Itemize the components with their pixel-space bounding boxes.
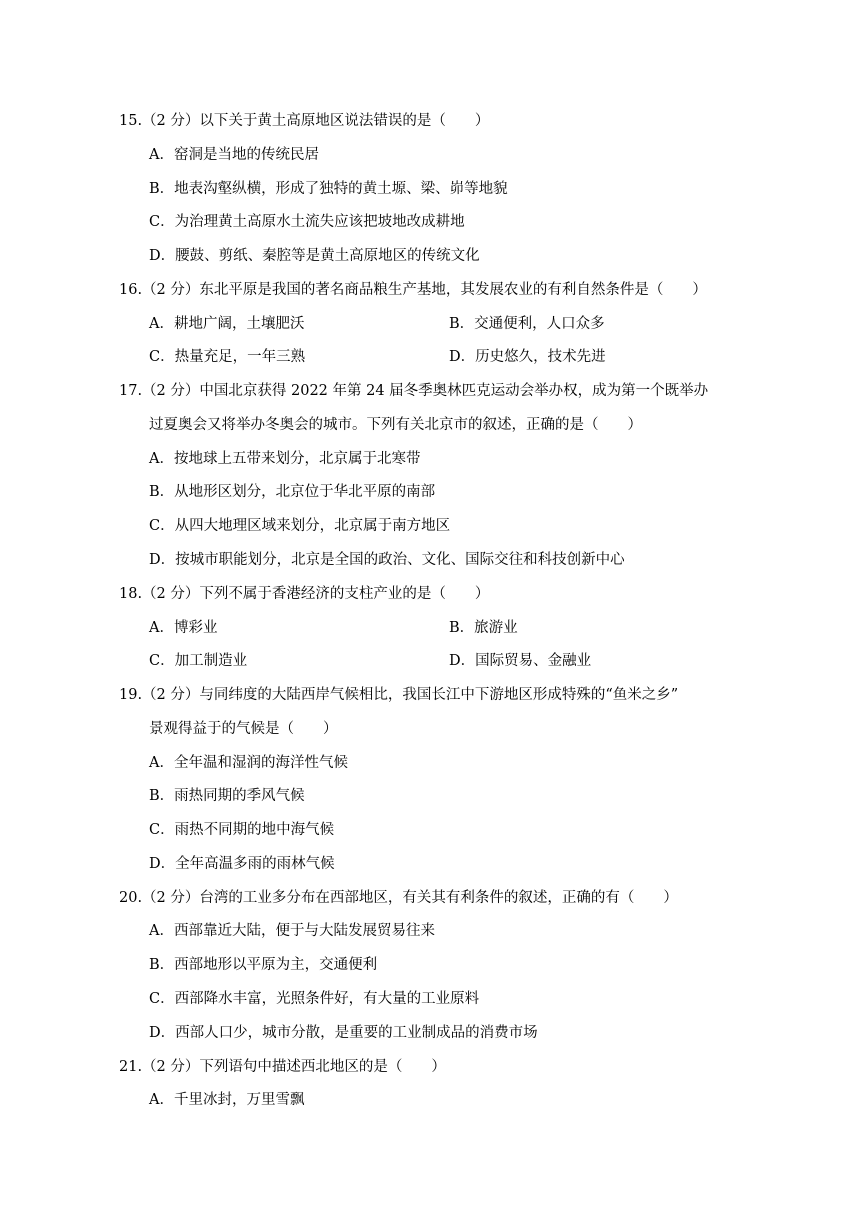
question-16: 16.（2 分）东北平原是我国的著名商品粮生产基地，其发展农业的有利自然条件是（ ） [119,282,707,298]
q19-option-c: C．雨热不同期的地中海气候 [149,822,335,838]
question-15: 15.（2 分）以下关于黄土高原地区说法错误的是（ ） [119,113,490,129]
q15-option-a: A．窑洞是当地的传统民居 [149,147,319,163]
question-18: 18.（2 分）下列不属于香港经济的支柱产业的是（ ） [119,586,490,602]
question-17: 17.（2 分）中国北京获得 2022 年第 24 届冬季奥林匹克运动会举办权，成为第一个既举办 [119,383,709,399]
q17-option-d: D．按城市职能划分，北京是全国的政治、文化、国际交往和科技创新中心 [149,552,625,568]
question-21: 21.（2 分）下列语句中描述西北地区的是（ ） [119,1059,446,1075]
q21-option-a: A．千里冰封，万里雪飘 [149,1092,305,1108]
q15-option-c: C．为治理黄土高原水土流失应该把坡地改成耕地 [149,214,465,230]
q20-option-d: D．西部人口少，城市分散，是重要的工业制成品的消费市场 [149,1025,538,1041]
q17-option-c: C．从四大地理区域来划分，北京属于南方地区 [149,518,451,534]
q20-option-b: B．西部地形以平原为主，交通便利 [149,957,378,973]
question-17-cont: 过夏奥会又将举办冬奥会的城市。下列有关北京市的叙述，正确的是（ ） [149,417,642,433]
q15-option-d: D．腰鼓、剪纸、秦腔等是黄土高原地区的传统文化 [149,248,480,264]
question-19-cont: 景观得益于的气候是（ ） [149,721,338,737]
q19-option-d: D．全年高温多雨的雨林气候 [149,856,335,872]
q19-option-a: A．全年温和湿润的海洋性气候 [149,755,348,771]
q20-option-c: C．西部降水丰富，光照条件好，有大量的工业原料 [149,991,480,1007]
question-19: 19.（2 分）与同纬度的大陆西岸气候相比，我国长江中下游地区形成特殊的“鱼米之乡” [119,687,679,703]
q16-option-a: A．耕地广阔，土壤肥沃 [149,316,305,332]
q19-option-b: B．雨热同期的季风气候 [149,788,305,804]
q16-option-d: D．历史悠久，技术先进 [449,349,606,365]
q16-option-b: B．交通便利，人口众多 [449,316,605,332]
q20-option-a: A．西部靠近大陆，便于与大陆发展贸易往来 [149,923,435,939]
q17-option-a: A．按地球上五带来划分，北京属于北寒带 [149,451,421,467]
q18-option-a: A．博彩业 [149,620,218,636]
q18-option-d: D．国际贸易、金融业 [449,653,592,669]
q15-option-b: B．地表沟壑纵横，形成了独特的黄土塬、梁、峁等地貌 [149,181,508,197]
q18-option-b: B．旅游业 [449,620,518,636]
q18-option-c: C．加工制造业 [149,653,248,669]
question-20: 20.（2 分）台湾的工业多分布在西部地区，有关其有利条件的叙述，正确的有（ ） [119,890,678,906]
q16-option-c: C．热量充足，一年三熟 [149,349,306,365]
q17-option-b: B．从地形区划分，北京位于华北平原的南部 [149,484,436,500]
